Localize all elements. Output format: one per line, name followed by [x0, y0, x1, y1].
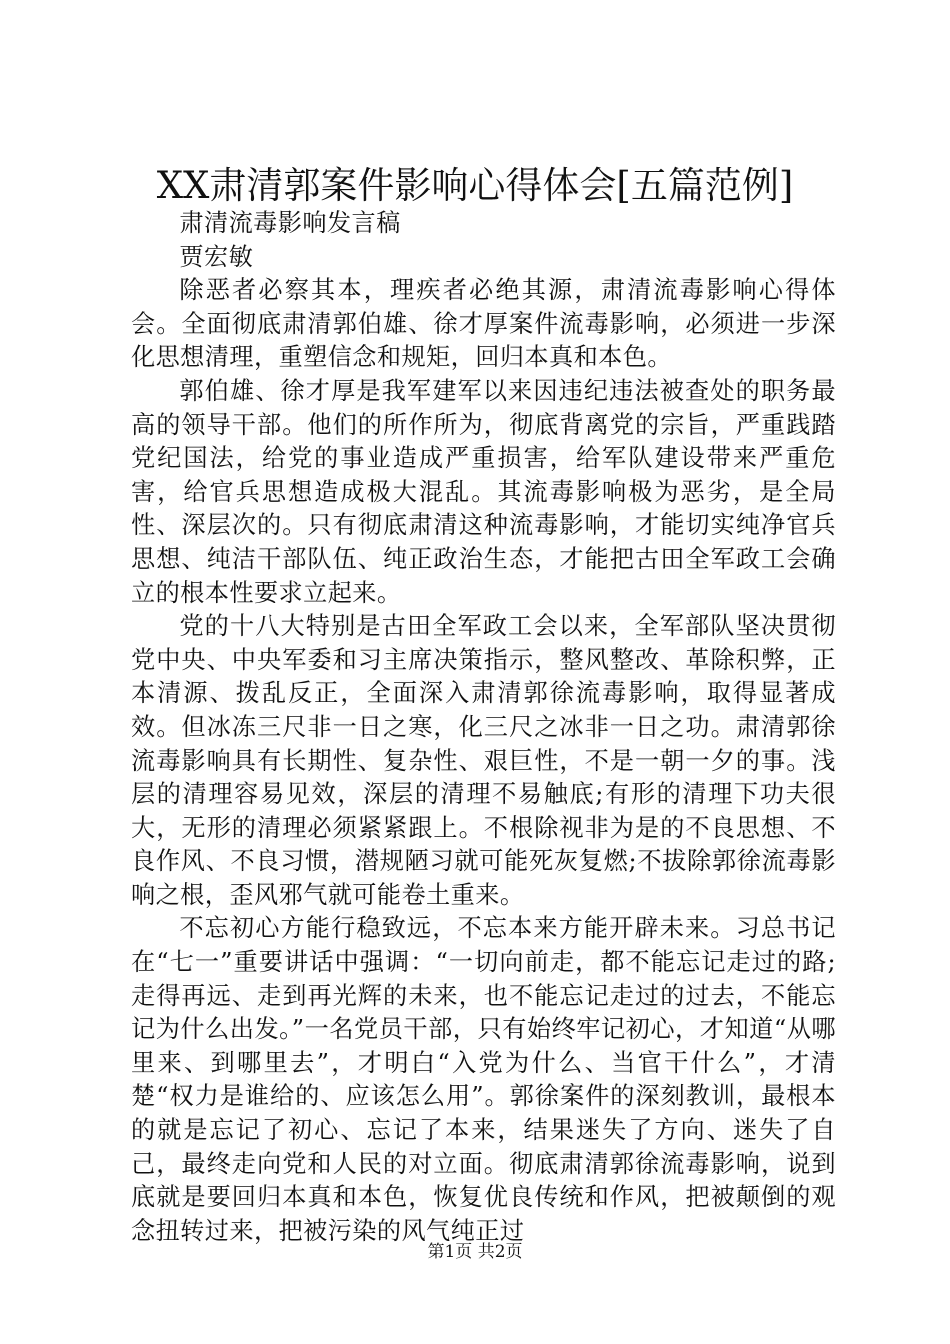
paragraph: 除恶者必察其本，理疾者必绝其源，肃清流毒影响心得体会。全面彻底肃清郭伯雄、徐才厚案件流毒影响，必须进一步深化思想清理，重塑信念和规矩，回归本真和本色。 — [131, 276, 836, 372]
document-title: XX肃清郭案件影响心得体会[五篇范例] — [156, 164, 794, 207]
paragraph: 不忘初心方能行稳致远，不忘本来方能开辟未来。习总书记在“七一”重要讲话中强调：“一切向前走，都不能忘记走过的路;走得再远、走到再光辉的未来，也不能忘记走过的过去，不能忘记为什么出发。”一名党员干部，只有始终牢记初心，才知道“从哪里来、到哪里去”，才明白“入党为什么、当官干什么”，才清楚“权力是谁给的、应该怎么用”。郭徐案件的深刻教训，最根本的就是忘记了初心、忘记了本来，结果迷失了方向、迷失了自己，最终走向党和人民的对立面。彻底肃清郭徐流毒影响，说到底就是要回归本真和本色，恢复优良传统和作风，把被颠倒的观念扭转过来，把被污染的风气纯正过 — [131, 914, 836, 1245]
paragraph: 党的十八大特别是古田全军政工会以来，全军部队坚决贯彻党中央、中央军委和习主席决策指示，整风整改、革除积弊，正本清源、拨乱反正，全面深入肃清郭徐流毒影响，取得显著成效。但冰冻三尺非一日之寒，化三尺之冰非一日之功。肃清郭徐流毒影响具有长期性、复杂性、艰巨性，不是一朝一夕的事。浅层的清理容易见效，深层的清理不易触底;有形的清理下功夫很大，无形的清理必须紧紧跟上。不根除视非为是的不良思想、不良作风、不良习惯，潜规陋习就可能死灰复燃;不拔除郭徐流毒影响之根，歪风邪气就可能卷土重来。 — [131, 612, 836, 909]
paragraph: 郭伯雄、徐才厚是我军建军以来因违纪违法被查处的职务最高的领导干部。他们的所作所为，彻底背离党的宗旨，严重践踏党纪国法，给党的事业造成严重损害，给军队建设带来严重危害，给官兵思想造成极大混乱。其流毒影响极为恶劣，是全局性、深层次的。只有彻底肃清这种流毒影响，才能切实纯净官兵思想、纯洁干部队伍、纯正政治生态，才能把古田全军政工会确立的根本性要求立起来。 — [131, 376, 836, 607]
page-number-footer: 第1页 共2页 — [427, 1242, 523, 1262]
document-body — [131, 207, 836, 1248]
subtitle: 肃清流毒影响发言稿 — [179, 209, 401, 237]
author: 贾宏敏 — [179, 242, 254, 271]
